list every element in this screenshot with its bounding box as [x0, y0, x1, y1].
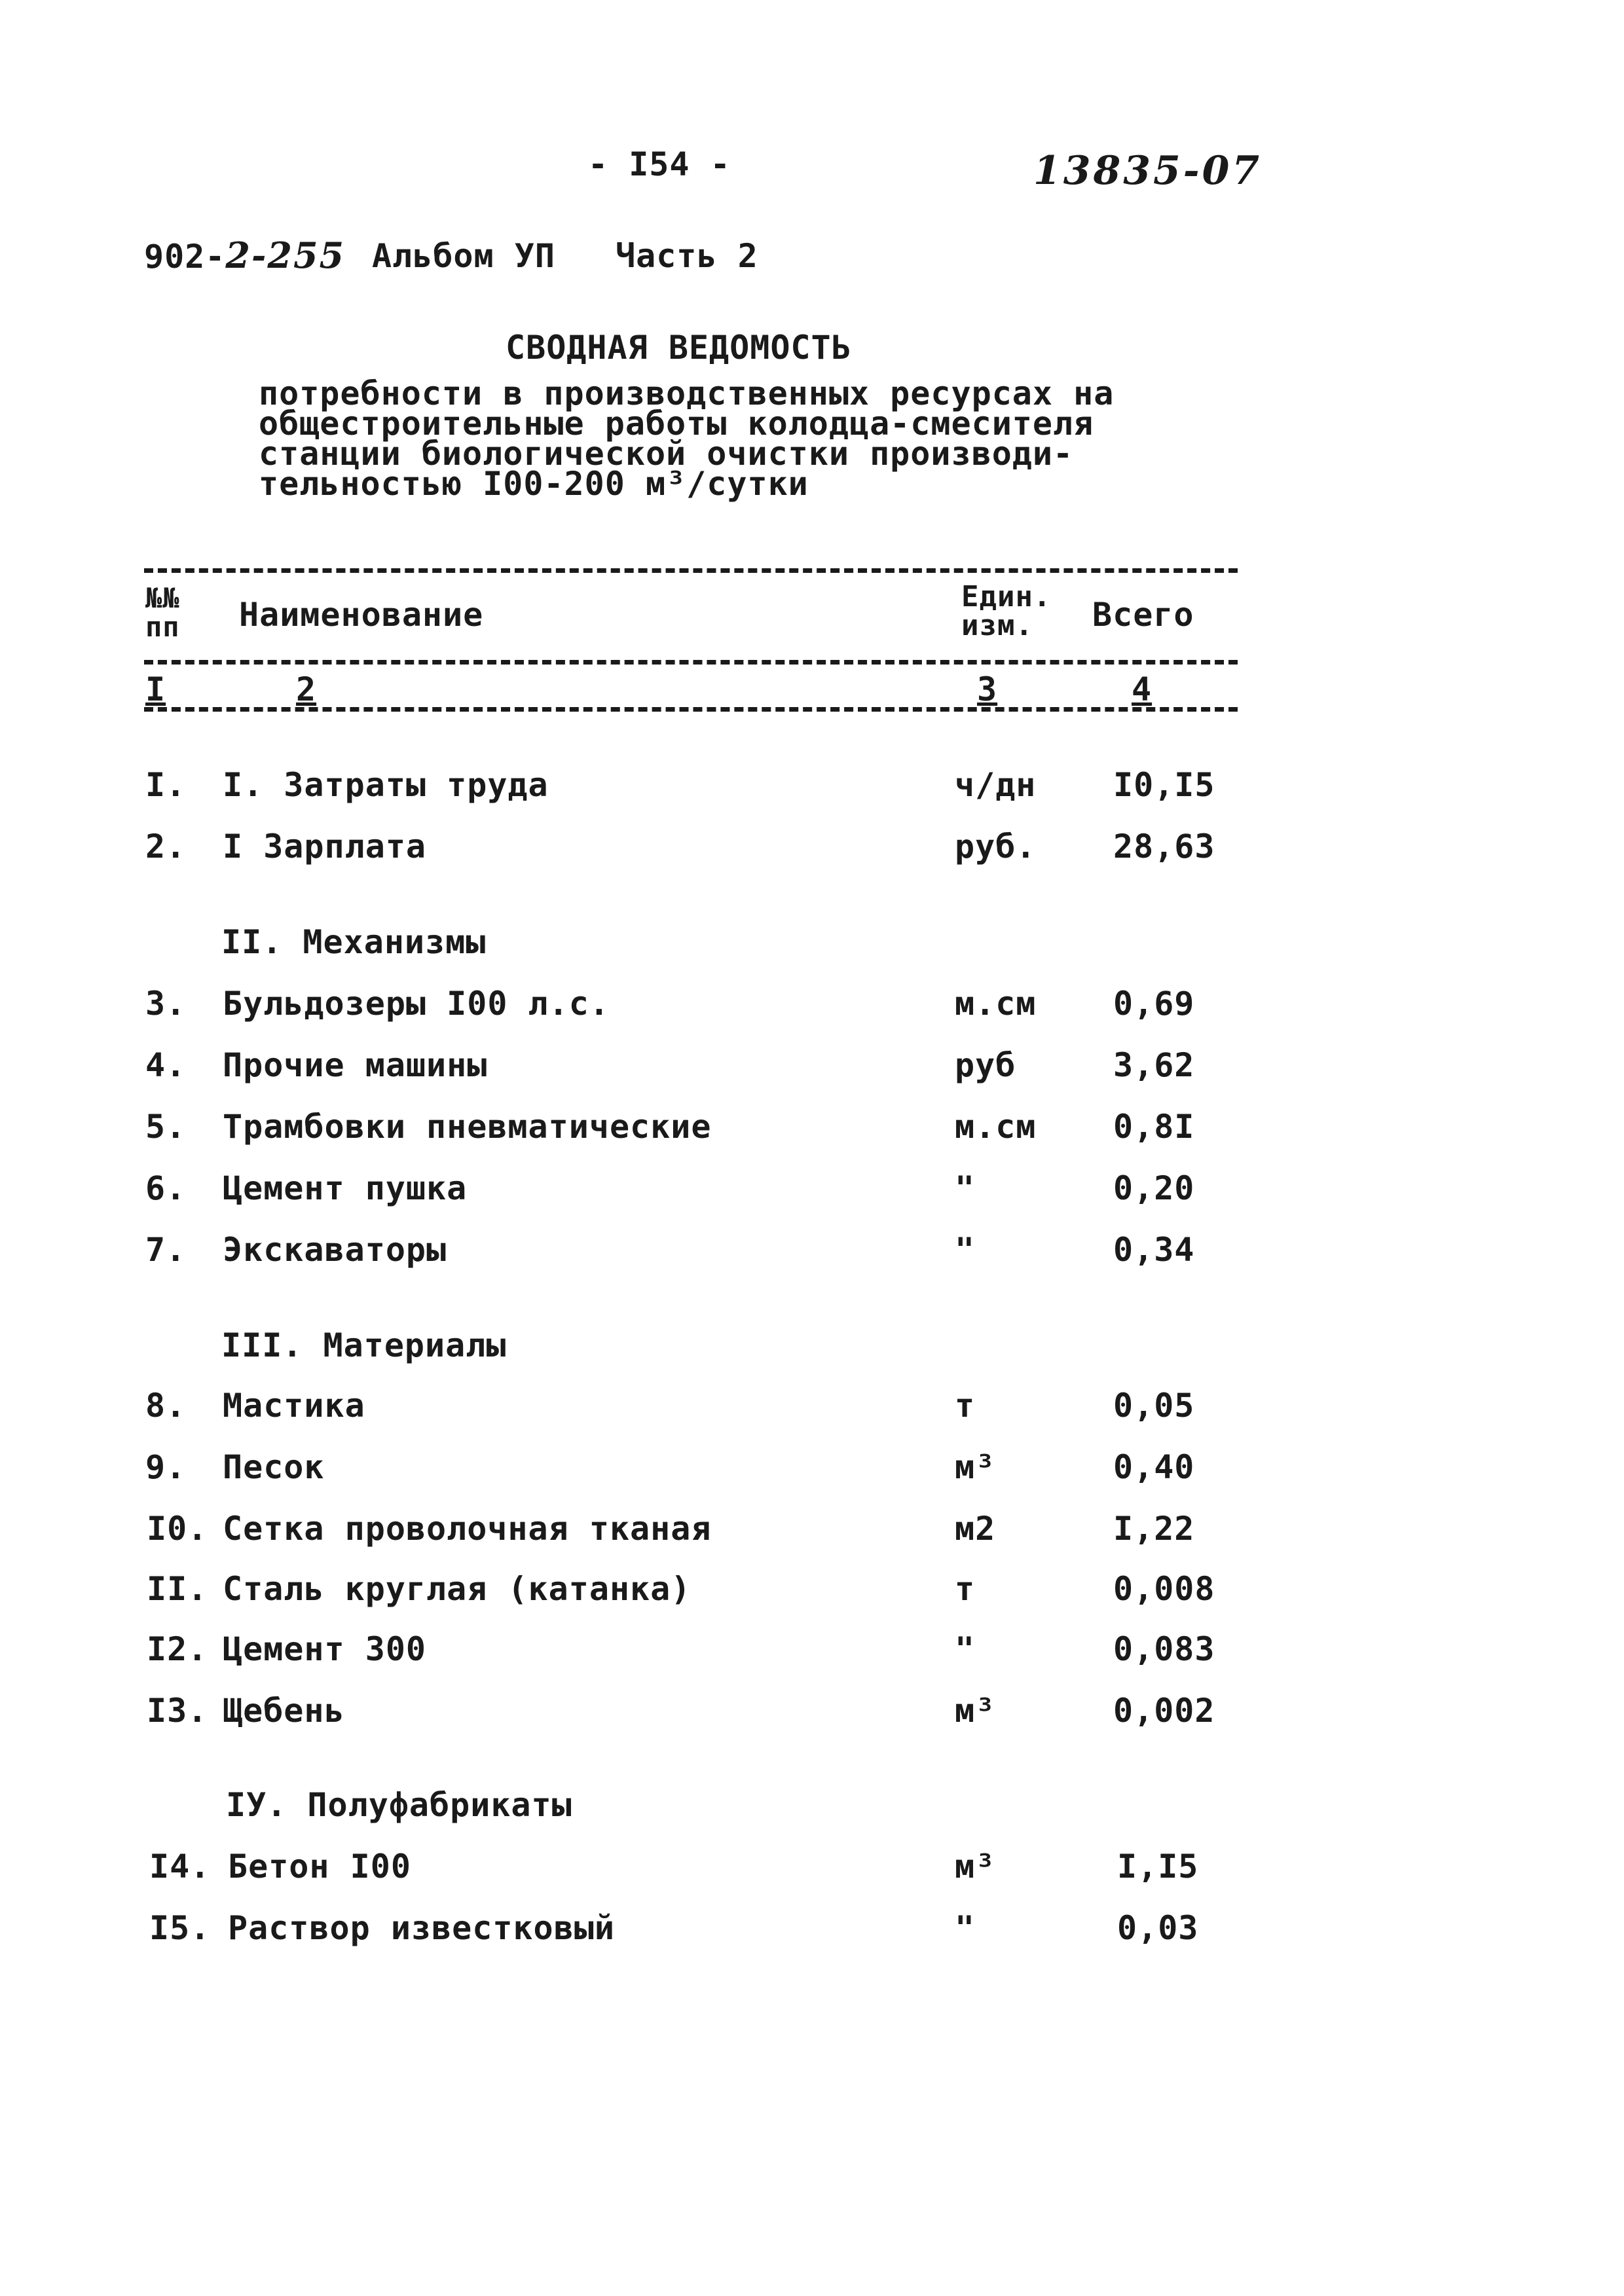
row-number: I4. [149, 1848, 211, 1886]
row-total: 0,002 [1113, 1692, 1215, 1730]
subtitle-line-2: общестроительные работы колодца-смесителя [259, 405, 1094, 443]
doc-code-handwritten: 2-255 [225, 234, 346, 276]
header-total: Всего [1092, 596, 1194, 634]
table-row [0, 1510, 1624, 1556]
table-row [0, 1448, 1624, 1494]
row-number: I3. [147, 1692, 208, 1730]
subtitle-line-4: тельностью I00-200 м³/сутки [259, 465, 809, 503]
doc-code-printed: 902- [144, 238, 226, 276]
table-row [0, 985, 1624, 1030]
row-total: 3,62 [1113, 1046, 1195, 1084]
row-name: I. Затраты труда [223, 766, 549, 804]
part-label: Часть 2 [616, 237, 758, 275]
subtitle-line-1: потребности в производственных ресурсах на [259, 374, 1115, 412]
table-row [0, 766, 1624, 812]
row-unit: т [955, 1570, 976, 1608]
table-row [0, 1570, 1624, 1616]
row-number: I. [145, 766, 187, 804]
row-name: Бульдозеры I00 л.с. [223, 985, 610, 1023]
row-unit: " [955, 1909, 976, 1947]
row-name: Щебень [223, 1692, 345, 1730]
row-name: Прочие машины [223, 1046, 488, 1084]
table-top-rule [144, 568, 1238, 573]
section-title [0, 1786, 1624, 1832]
document-subtitle [259, 374, 1115, 503]
row-number: I5. [149, 1909, 211, 1947]
album-label: Альбом УП [372, 237, 555, 275]
row-unit: м.см [955, 1108, 1037, 1146]
row-number: 3. [145, 985, 187, 1023]
section-title-text: IУ. Полуфабрикаты [226, 1786, 572, 1824]
row-name: Мастика [223, 1387, 365, 1425]
subtitle-line-3: станции биологической очистки производи- [259, 435, 1074, 473]
section-title [0, 923, 1624, 969]
row-name: Цемент пушка [223, 1169, 468, 1207]
table-row [0, 1387, 1624, 1432]
section-title-text: II. Механизмы [221, 923, 487, 961]
table-row [0, 828, 1624, 873]
column-number-4: 4 [1132, 670, 1153, 708]
row-unit: " [955, 1630, 976, 1668]
section-title [0, 1326, 1624, 1372]
row-number: 5. [145, 1108, 187, 1146]
row-number: 7. [145, 1231, 187, 1269]
row-unit: руб [955, 1046, 1016, 1084]
row-number: 8. [145, 1387, 187, 1425]
document-title: СВОДНАЯ ВЕДОМОСТЬ [506, 329, 852, 367]
row-total: 0,40 [1113, 1448, 1195, 1486]
table-row [0, 1169, 1624, 1215]
row-unit: м.см [955, 985, 1037, 1023]
header-number: №№ пп [145, 582, 180, 643]
row-name: Песок [223, 1448, 325, 1486]
row-total: 0,03 [1117, 1909, 1199, 1947]
row-total: 0,05 [1113, 1387, 1195, 1425]
row-unit: м³ [955, 1848, 996, 1886]
table-row [0, 1630, 1624, 1676]
table-row [0, 1108, 1624, 1154]
row-name: Трамбовки пневматические [223, 1108, 712, 1146]
row-name: Сетка проволочная тканая [223, 1510, 712, 1548]
document-code-line [144, 234, 345, 276]
row-number: I0. [147, 1510, 208, 1548]
row-name: Экскаваторы [223, 1231, 447, 1269]
table-row [0, 1046, 1624, 1092]
row-total: 0,69 [1113, 985, 1195, 1023]
row-name: Сталь круглая (катанка) [223, 1570, 692, 1608]
row-total: 28,63 [1113, 828, 1215, 866]
row-name: I Зарплата [223, 828, 427, 866]
column-number-1: I [145, 670, 166, 708]
row-number: I2. [147, 1630, 208, 1668]
table-row [0, 1848, 1624, 1893]
row-total: 0,8I [1113, 1108, 1195, 1146]
row-total: I0,I5 [1113, 766, 1215, 804]
row-unit: ч/дн [955, 766, 1037, 804]
row-total: 0,34 [1113, 1231, 1195, 1269]
row-unit: м2 [955, 1510, 996, 1548]
archive-code: 13835-07 [1033, 148, 1263, 194]
section-title-text: III. Материалы [221, 1326, 507, 1364]
table-row [0, 1692, 1624, 1738]
row-total: 0,008 [1113, 1570, 1215, 1608]
row-unit: м³ [955, 1448, 996, 1486]
row-number: 2. [145, 828, 187, 866]
row-total: I,22 [1113, 1510, 1195, 1548]
row-unit: руб. [955, 828, 1037, 866]
row-number: II. [147, 1570, 208, 1608]
row-number: 4. [145, 1046, 187, 1084]
column-number-2: 2 [296, 670, 317, 708]
row-total: 0,20 [1113, 1169, 1195, 1207]
row-unit: т [955, 1387, 976, 1425]
column-number-3: 3 [977, 670, 998, 708]
row-total: 0,083 [1113, 1630, 1215, 1668]
table-row [0, 1231, 1624, 1277]
row-name: Бетон I00 [228, 1848, 411, 1886]
row-unit: м³ [955, 1692, 996, 1730]
row-number: 6. [145, 1169, 187, 1207]
page-number: - I54 - [588, 145, 731, 183]
header-bottom-rule [144, 707, 1238, 712]
table-row [0, 1909, 1624, 1955]
header-unit: Един. изм. [961, 580, 1052, 642]
row-total: I,I5 [1117, 1848, 1199, 1886]
row-number: 9. [145, 1448, 187, 1486]
header-name: Наименование [239, 596, 484, 634]
row-unit: " [955, 1169, 976, 1207]
row-name: Раствор известковый [228, 1909, 615, 1947]
header-rule [144, 660, 1238, 665]
row-unit: " [955, 1231, 976, 1269]
row-name: Цемент 300 [223, 1630, 427, 1668]
